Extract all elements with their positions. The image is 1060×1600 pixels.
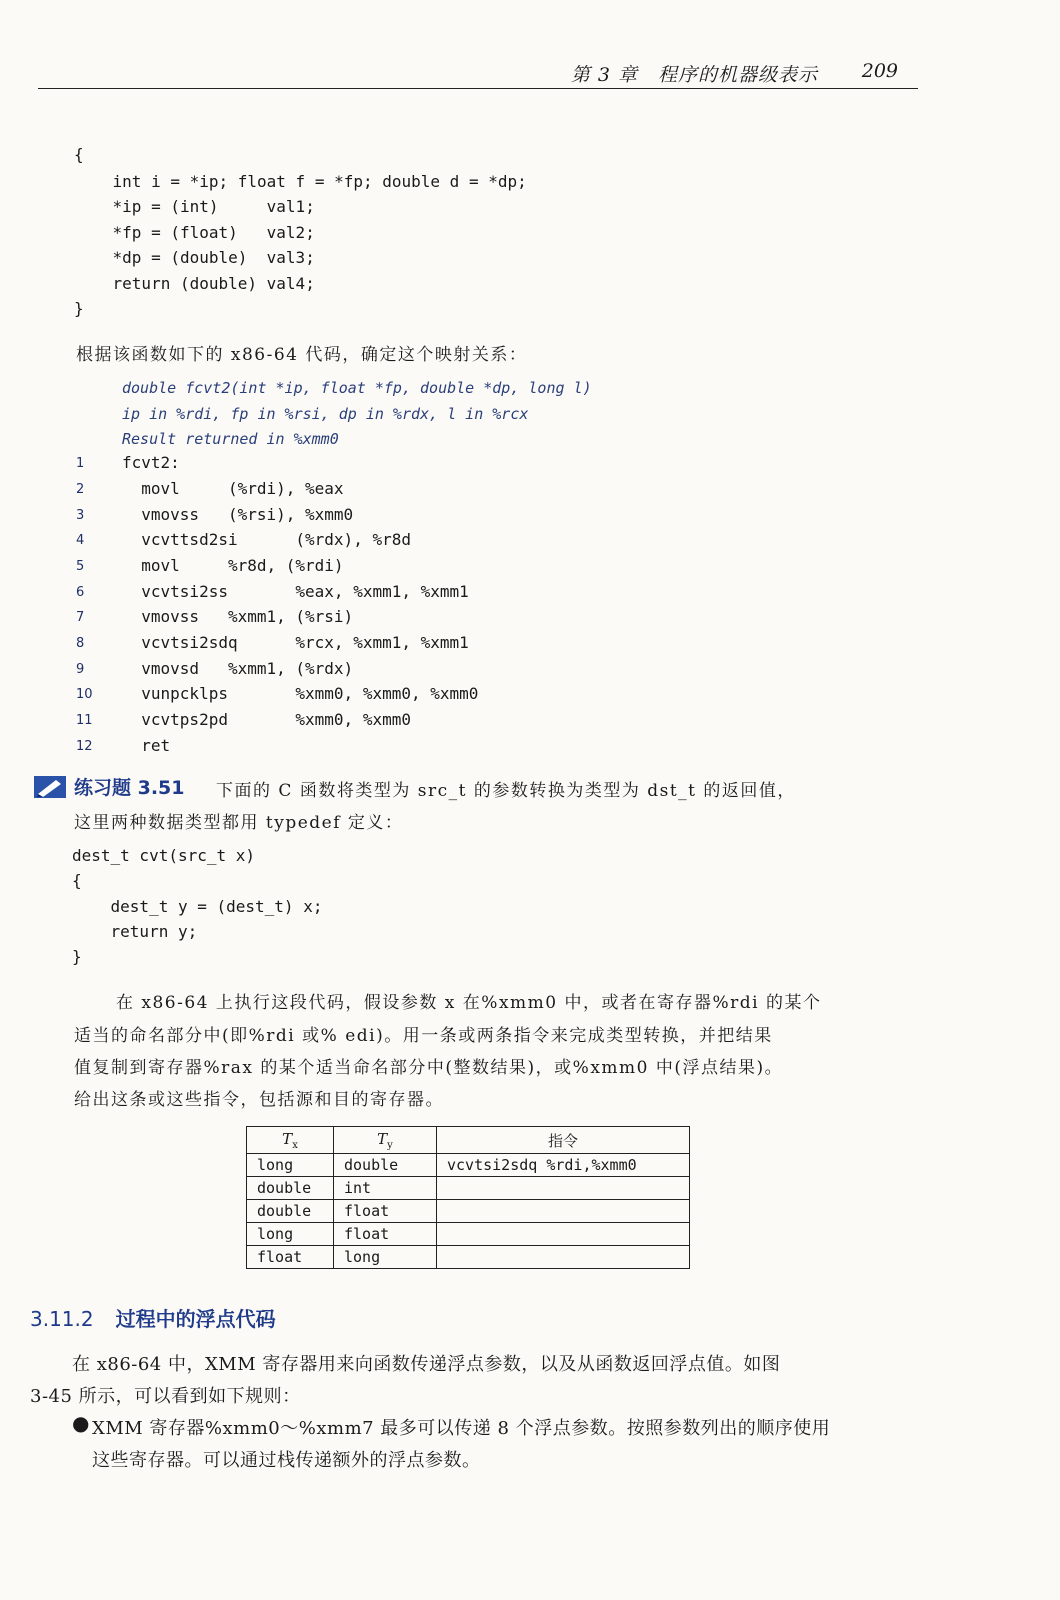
asm-line: vcvttsd2si (%rdx), %r8d [122, 530, 411, 549]
asm-line: vcvtps2pd %xmm0, %xmm0 [122, 710, 411, 729]
asm-line: vcvtsi2ss %eax, %xmm1, %xmm1 [122, 582, 469, 601]
line-number: 10 [76, 687, 93, 702]
intro-text: 根据该函数如下的 x86-64 代码，确定这个映射关系： [76, 345, 528, 365]
table-cell: double [334, 1154, 437, 1177]
asm-comment: ip in %rdi, fp in %rsi, dp in %rdx, l in %rcx [122, 405, 529, 423]
code-line: *fp = (float) val2; [74, 223, 315, 242]
asm-line: movl %r8d, (%rdi) [122, 556, 344, 575]
asm-line: vunpcklps %xmm0, %xmm0, %xmm0 [122, 684, 479, 703]
page-header [38, 58, 918, 89]
code-line: return (double) val4; [74, 274, 315, 293]
table-cell: long [247, 1223, 334, 1246]
code-line: *ip = (int) val1; [74, 197, 315, 216]
table-header: $T_x$ [247, 1127, 334, 1154]
bullet-text-line: 这些寄存器。可以通过栈传递额外的浮点参数。 [92, 1450, 481, 1471]
table-cell: int [334, 1177, 437, 1200]
table-row [247, 1177, 690, 1200]
code-line: dest_t cvt(src_t x) [72, 846, 256, 865]
table-cell: double [247, 1200, 334, 1223]
table-cell [437, 1223, 690, 1246]
table-cell [437, 1200, 690, 1223]
code-line: *dp = (double) val3; [74, 248, 315, 267]
table-cell: float [247, 1246, 334, 1269]
exercise-label: 练习题 3.51 [74, 777, 185, 799]
section-title: 过程中的浮点代码 [115, 1307, 276, 1331]
asm-line: vmovss %xmm1, (%rsi) [122, 607, 354, 626]
section-number: 3.11.2 [30, 1307, 94, 1331]
code-line: int i = *ip; float f = *fp; double d = *dp; [74, 172, 527, 191]
asm-line: vmovsd %xmm1, (%rdx) [122, 659, 354, 678]
asm-comment: double fcvt2(int *ip, float *fp, double *dp, long l) [122, 379, 592, 397]
line-number: 1 [76, 456, 85, 471]
table-cell: float [334, 1200, 437, 1223]
line-number: 2 [76, 482, 85, 497]
line-number: 6 [76, 585, 85, 600]
section-paragraph-line: 在 x86-64 中，XMM 寄存器用来向函数传递浮点参数，以及从函数返回浮点值。如图 [72, 1354, 781, 1375]
table-header-row [247, 1127, 690, 1154]
asm-line: movl (%rdi), %eax [122, 479, 344, 498]
asm-line: ret [122, 736, 171, 755]
table-row [247, 1246, 690, 1269]
chapter-title: 第 3 章 程序的机器级表示 [570, 64, 818, 86]
asm-comment: Result returned in %xmm0 [122, 430, 339, 448]
table-cell: float [334, 1223, 437, 1246]
line-number: 7 [76, 610, 85, 625]
exercise-text-line: 下面的 C 函数将类型为 src_t 的参数转换为类型为 dst_t 的返回值， [216, 781, 796, 801]
exercise-paragraph-line: 值复制到寄存器%rax 的某个适当命名部分中(整数结果)，或%xmm0 中(浮点结果)。 [74, 1058, 784, 1078]
asm-line: vmovss (%rsi), %xmm0 [122, 505, 354, 524]
code-line: return y; [72, 922, 198, 941]
table-cell: long [247, 1154, 334, 1177]
conversion-table [246, 1126, 690, 1269]
code-line: dest_t y = (dest_t) x; [72, 897, 323, 916]
table-row [247, 1200, 690, 1223]
exercise-paragraph-line: 在 x86-64 上执行这段代码，假设参数 x 在%xmm0 中，或者在寄存器%rdi 的某个 [116, 993, 822, 1013]
code-line: { [74, 145, 84, 164]
section-heading [30, 1303, 276, 1332]
table-cell [437, 1177, 690, 1200]
line-number: 11 [76, 713, 93, 728]
table-header: $T_y$ [334, 1127, 437, 1154]
table-cell [437, 1246, 690, 1269]
line-number: 8 [76, 636, 85, 651]
line-number: 12 [76, 739, 93, 754]
section-paragraph-line: 3-45 所示，可以看到如下规则： [30, 1386, 301, 1407]
asm-line: vcvtsi2sdq %rcx, %xmm1, %xmm1 [122, 633, 469, 652]
line-number: 4 [76, 533, 85, 548]
table-cell: long [334, 1246, 437, 1269]
bullet-text-line: XMM 寄存器%xmm0～%xmm7 最多可以传递 8 个浮点参数。按照参数列出的顺序使用 [92, 1418, 831, 1439]
exercise-paragraph-line: 给出这条或这些指令，包括源和目的寄存器。 [74, 1090, 444, 1110]
line-number: 5 [76, 559, 85, 574]
code-line: } [72, 947, 82, 966]
table-row [247, 1223, 690, 1246]
table-row [247, 1154, 690, 1177]
exercise-text-line: 这里两种数据类型都用 typedef 定义： [74, 813, 404, 833]
line-number: 3 [76, 508, 85, 523]
bullet-icon: ● [72, 1411, 90, 1435]
code-line: } [74, 299, 84, 318]
table-cell: vcvtsi2sdq %rdi,%xmm0 [437, 1154, 690, 1177]
exercise-pencil-icon [34, 776, 66, 798]
table-cell: double [247, 1177, 334, 1200]
asm-line: fcvt2: [122, 453, 180, 472]
page-number: 209 [861, 60, 898, 82]
line-number: 9 [76, 662, 85, 677]
exercise-paragraph-line: 适当的命名部分中(即%rdi 或% edi)。用一条或两条指令来完成类型转换，并把结果 [74, 1026, 773, 1046]
table-header: 指令 [437, 1127, 690, 1154]
code-line: { [72, 871, 82, 890]
